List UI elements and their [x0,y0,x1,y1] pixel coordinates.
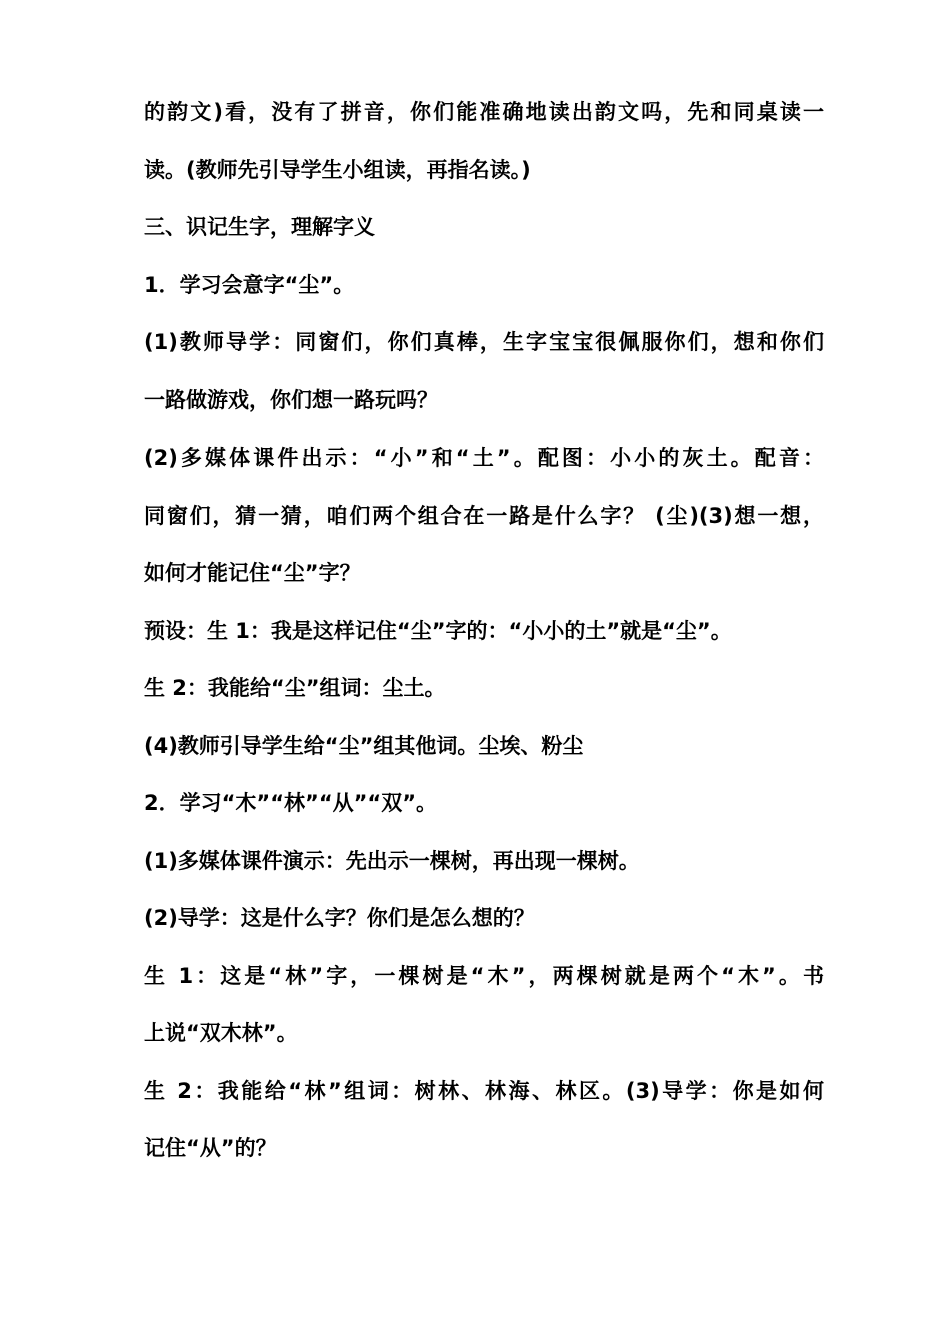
paragraph-line-9: 如何才能记住“尘”字？ [144,561,361,585]
paragraph-line-5: (1)教师导学：同窗们，你们真棒，生字宝宝很佩服你们，想和你们 [144,330,824,354]
paragraph-line-17: 上说“双木林”。 [144,1021,298,1045]
paragraph-line-14: (1)多媒体课件演示：先出示一棵树，再出现一棵树。 [144,849,640,873]
paragraph-line-8: 同窗们，猜一猜，咱们两个组合在一路是什么字？ (尘)(3)想一想， [144,504,824,528]
paragraph-line-1: 的韵文)看，没有了拼音，你们能准确地读出韵文吗，先和同桌读一 [144,100,824,124]
paragraph-line-10: 预设：生 1：我是这样记住“尘”字的：“小小的土”就是“尘”。 [144,619,732,643]
paragraph-line-18: 生 2：我能给“林”组词：树林、林海、林区。(3)导学：你是如何 [144,1079,824,1103]
paragraph-line-11: 生 2：我能给“尘”组词：尘土。 [144,676,446,700]
subsection-heading-1: 1．学习会意字“尘”。 [144,273,355,297]
paragraph-line-7: (2)多媒体课件出示：“小”和“土”。配图：小小的灰土。配音： [144,446,824,470]
paragraph-line-15: (2)导学：这是什么字？你们是怎么想的？ [144,906,535,930]
paragraph-line-2: 读。(教师先引导学生小组读，再指名读。) [144,158,531,182]
section-heading-3: 三、识记生字，理解字义 [144,215,375,239]
subsection-heading-2: 2．学习“木”“林”“从”“双”。 [144,791,438,815]
paragraph-line-6: 一路做游戏，你们想一路玩吗？ [144,388,438,412]
paragraph-line-16: 生 1：这是“林”字，一棵树是“木”，两棵树就是两个“木”。书 [144,964,824,988]
paragraph-line-19: 记住“从”的？ [144,1136,277,1160]
paragraph-line-12: (4)教师引导学生给“尘”组其他词。尘埃、粉尘 [144,734,584,758]
